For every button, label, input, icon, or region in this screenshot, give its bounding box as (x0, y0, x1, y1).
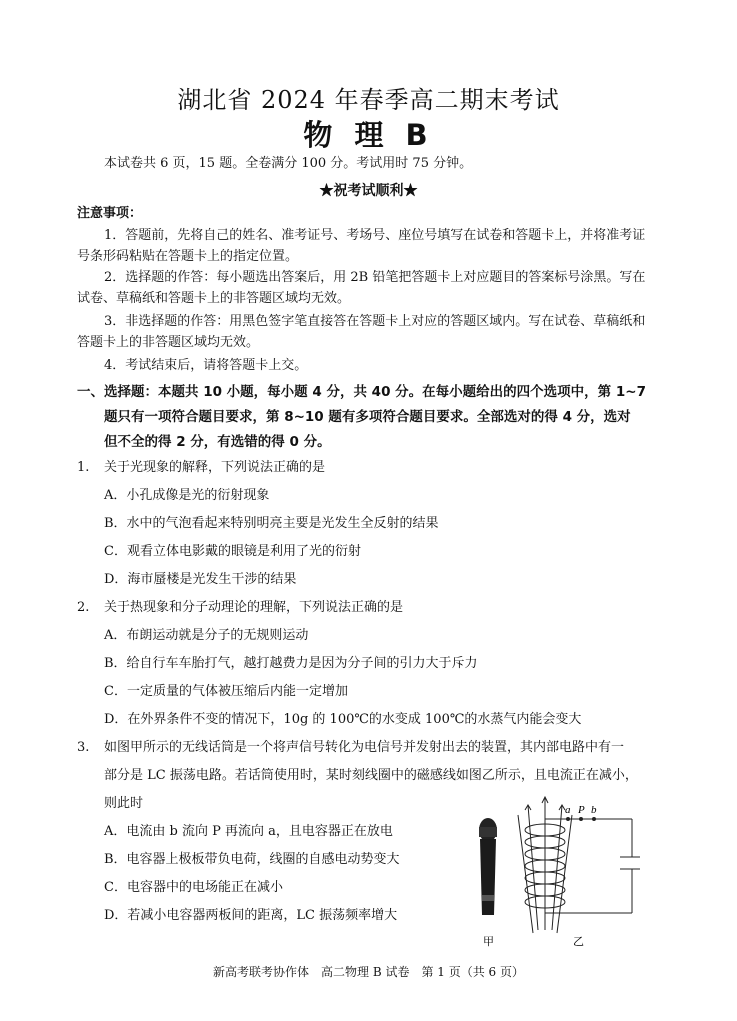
q1-option-d: D．海市蜃楼是光发生干涉的结果 (104, 572, 297, 587)
microphone-illustration (479, 818, 497, 915)
note-3-line-1: 3．非选择题的作答：用黑色签字笔直接答在答题卡上对应的答题区域内。写在试卷、草稿纸和 (104, 314, 646, 329)
q3-option-a: A．电流由 b 流向 P 再流向 a，且电容器正在放电 (104, 824, 393, 839)
note-3-line-2: 答题卡上的非答题区域均无效。 (77, 335, 260, 350)
section-1-line-2: 题只有一项符合题目要求，第 8~10 题有多项符合题目要求。全部选对的得 4 分，选对 (104, 409, 631, 425)
exam-title: 湖北省 2024 年春季高二期末考试 (177, 86, 560, 114)
note-1-line-2: 号条形码粘贴在答题卡上的指定位置。 (77, 249, 299, 264)
q2-option-d: D．在外界条件不变的情况下，10g 的 100℃的水变成 100℃的水蒸气内能会变大 (104, 712, 582, 727)
note-4: 4．考试结束后，请将答题卡上交。 (104, 358, 308, 373)
q2-number: 2. (77, 600, 90, 615)
note-1-line-1: 1．答题前，先将自己的姓名、准考证号、考场号、座位号填写在试卷和答题卡上，并将准考证 (104, 228, 646, 243)
wish-banner: ★祝考试顺利★ (319, 183, 418, 199)
q2-option-c: C．一定质量的气体被压缩后内能一定增加 (104, 684, 348, 699)
section-1-line-3: 但不全的得 2 分，有选错的得 0 分。 (104, 434, 331, 450)
q1-option-c: C．观看立体电影戴的眼镜是利用了光的衍射 (104, 544, 361, 559)
point-p-marker (579, 817, 583, 821)
q3-option-d: D．若减小电容器两板间的距离，LC 振荡频率增大 (104, 908, 398, 923)
label-p: P (578, 804, 585, 816)
q1-number: 1. (77, 460, 90, 475)
note-2-line-1: 2．选择题的作答：每小题选出答案后，用 2B 铅笔把答题卡上对应题目的答案标号涂黑。写在 (104, 270, 646, 285)
note-2-line-2: 试卷、草稿纸和答题卡上的非答题区域均无效。 (77, 291, 351, 306)
page-footer: 新高考联考协作体 高二物理 B 试卷 第 1 页（共 6 页） (213, 965, 524, 979)
section-1-line-1: 一、选择题：本题共 10 小题，每小题 4 分，共 40 分。在每小题给出的四个选项中，第 1~7 (77, 384, 646, 400)
q1-option-a: A．小孔成像是光的衍射现象 (104, 488, 270, 503)
coil-illustration (518, 797, 640, 933)
q2-stem: 关于热现象和分子动理论的理解，下列说法正确的是 (104, 600, 404, 615)
exam-info: 本试卷共 6 页，15 题。全卷满分 100 分。考试用时 75 分钟。 (104, 156, 473, 171)
q3-number: 3. (77, 740, 90, 755)
q3-option-b: B．电容器上极板带负电荷，线圈的自感电动势变大 (104, 852, 400, 867)
label-jia: 甲 (483, 935, 494, 948)
label-yi: 乙 (573, 935, 584, 948)
notes-heading: 注意事项： (77, 206, 143, 221)
label-a: a (565, 804, 571, 816)
q1-stem: 关于光现象的解释，下列说法正确的是 (104, 460, 326, 475)
exam-subject: 物 理 B (303, 118, 434, 152)
q3-stem-line-3: 则此时 (104, 796, 144, 811)
point-b-marker (592, 817, 596, 821)
q3-stem-line-2: 部分是 LC 振荡电路。若话筒使用时，某时刻线圈中的磁感线如图乙所示，且电流正在减小， (104, 768, 638, 783)
label-b: b (591, 804, 597, 816)
point-a-marker (566, 817, 570, 821)
q2-option-a: A．布朗运动就是分子的无规则运动 (104, 628, 309, 643)
q3-option-c: C．电容器中的电场能正在减小 (104, 880, 283, 895)
q3-stem-line-1: 如图甲所示的无线话筒是一个将声信号转化为电信号并发射出去的装置，其内部电路中有一 (104, 740, 625, 755)
q2-option-b: B．给自行车车胎打气，越打越费力是因为分子间的引力大于斥力 (104, 656, 478, 671)
q3-figure (470, 795, 640, 950)
q1-option-b: B．水中的气泡看起来特别明亮主要是光发生全反射的结果 (104, 516, 439, 531)
